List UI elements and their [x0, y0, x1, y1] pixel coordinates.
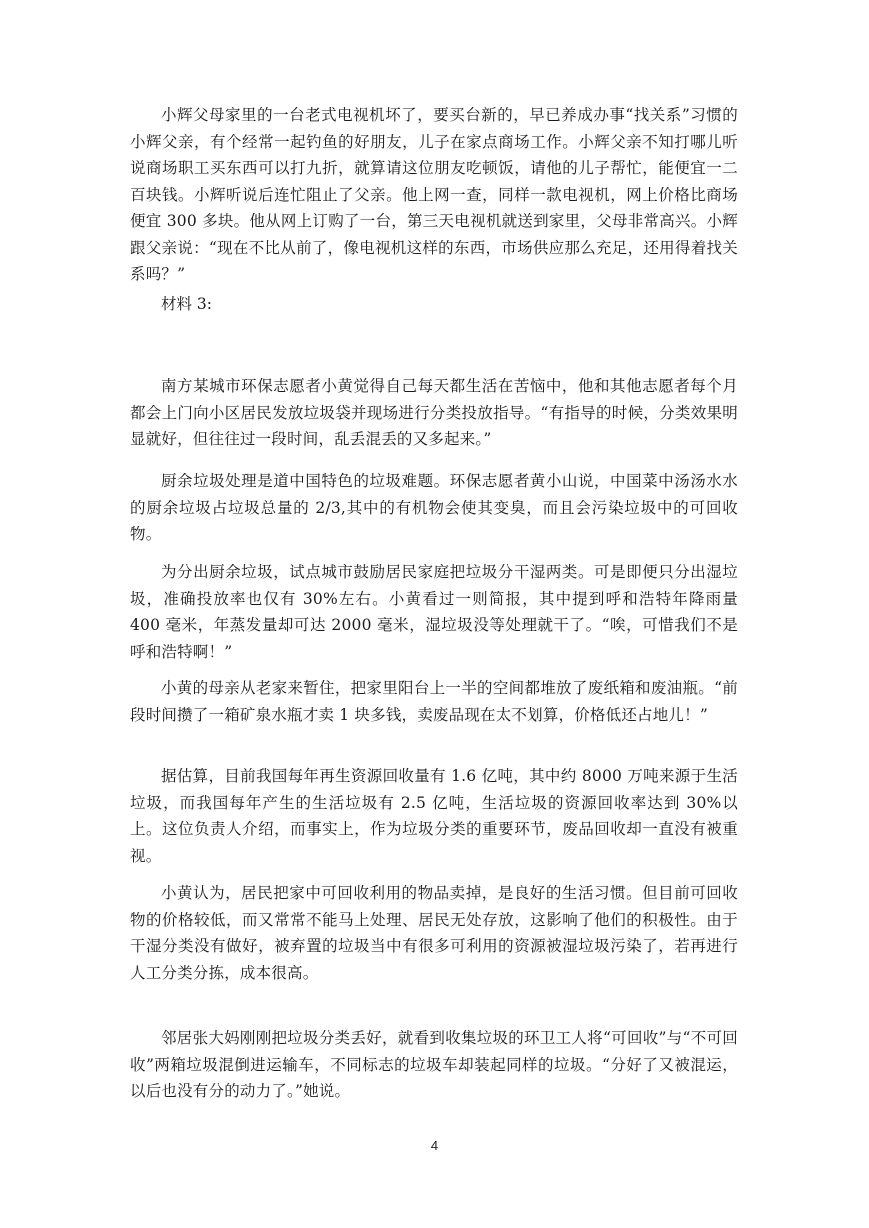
page-number: 4 — [430, 1138, 439, 1153]
paragraph-kitchen-waste: 厨余垃圾处理是道中国特色的垃圾难题。环保志愿者黄小山说，中国菜中汤汤水水的厨余垃圾占垃圾总量的 2/3,其中的有机物会使其变臭，而且会污染垃圾中的可回收物。 — [130, 472, 738, 543]
paragraph-xiaohui-tv: 小辉父母家里的一台老式电视机坏了，要买台新的，早已养成办事“找关系”习惯的小辉父亲，有个经常一起钓鱼的好朋友，儿子在家点商场工作。小辉父亲不知打哪儿听说商场职工买东西可以打九折，就算请这位朋友吃顿饭，请他的儿子帮忙，能便宜一二百块钱。小辉听说后连忙阻止了父亲。他上网一查，同样一款电视机，网上价格比商场便宜 300 多块。他从网上订购了一台，第三天电视机就送到家里，父母非常高兴。小辉跟父亲说：“现在不比从前了，像电视机这样的东西，市场供应那么充足，还用得着找关系吗？” — [130, 106, 738, 283]
paragraph-neighbor-zhang: 邻居张大妈刚刚把垃圾分类丢好，就看到收集垃圾的环卫工人将“可回收”与“不可回收”两箱垃圾混倒进运输车，不同标志的垃圾车却装起同样的垃圾。“分好了又被混运，以后也没有分的动力了。”她说。 — [130, 1029, 738, 1100]
paragraph-xiaohuang-opinion: 小黄认为，居民把家中可回收利用的物品卖掉，是良好的生活习惯。但目前可回收物的价格较低，而又常常不能马上处理、居民无处存放，这影响了他们的积极性。由于干湿分类没有做好，被弃置的垃圾当中有很多可利用的资源被湿垃圾污染了，若再进行人工分类分拣，成本很高。 — [130, 884, 738, 982]
paragraph-mother-recycling: 小黄的母亲从老家来暂住，把家里阳台上一半的空间都堆放了废纸箱和废油瓶。“前段时间攒了一箱矿泉水瓶才卖 1 块多钱，卖废品现在太不划算，价格低还占地儿！” — [130, 679, 738, 724]
paragraph-wet-dry-sorting: 为分出厨余垃圾，试点城市鼓励居民家庭把垃圾分干湿两类。可是即便只分出湿垃圾，准确投放率也仅有 30%左右。小黄看过一则简报，其中提到呼和浩特年降雨量 400 毫米，年蒸发量却可达 2000 毫米，湿垃圾没等处理就干了。“唉，可惜我们不是呼和浩特啊！” — [130, 563, 738, 661]
section-heading-material-3: 材料 3: — [161, 295, 213, 313]
paragraph-volunteer-xiaohuang: 南方某城市环保志愿者小黄觉得自己每天都生活在苦恼中，他和其他志愿者每个月都会上门向小区居民发放垃圾袋并现场进行分类投放指导。“有指导的时候，分类效果明显就好，但往往过一段时间，乱丢混丢的又多起来。” — [130, 377, 738, 448]
paragraph-recycling-statistics: 据估算，目前我国每年再生资源回收量有 1.6 亿吨，其中约 8000 万吨来源于生活垃圾，而我国每年产生的生活垃圾有 2.5 亿吨，生活垃圾的资源回收率达到 30%以上。这位负责人介绍，而事实上，作为垃圾分类的重要环节，废品回收却一直没有被重视。 — [130, 767, 738, 865]
